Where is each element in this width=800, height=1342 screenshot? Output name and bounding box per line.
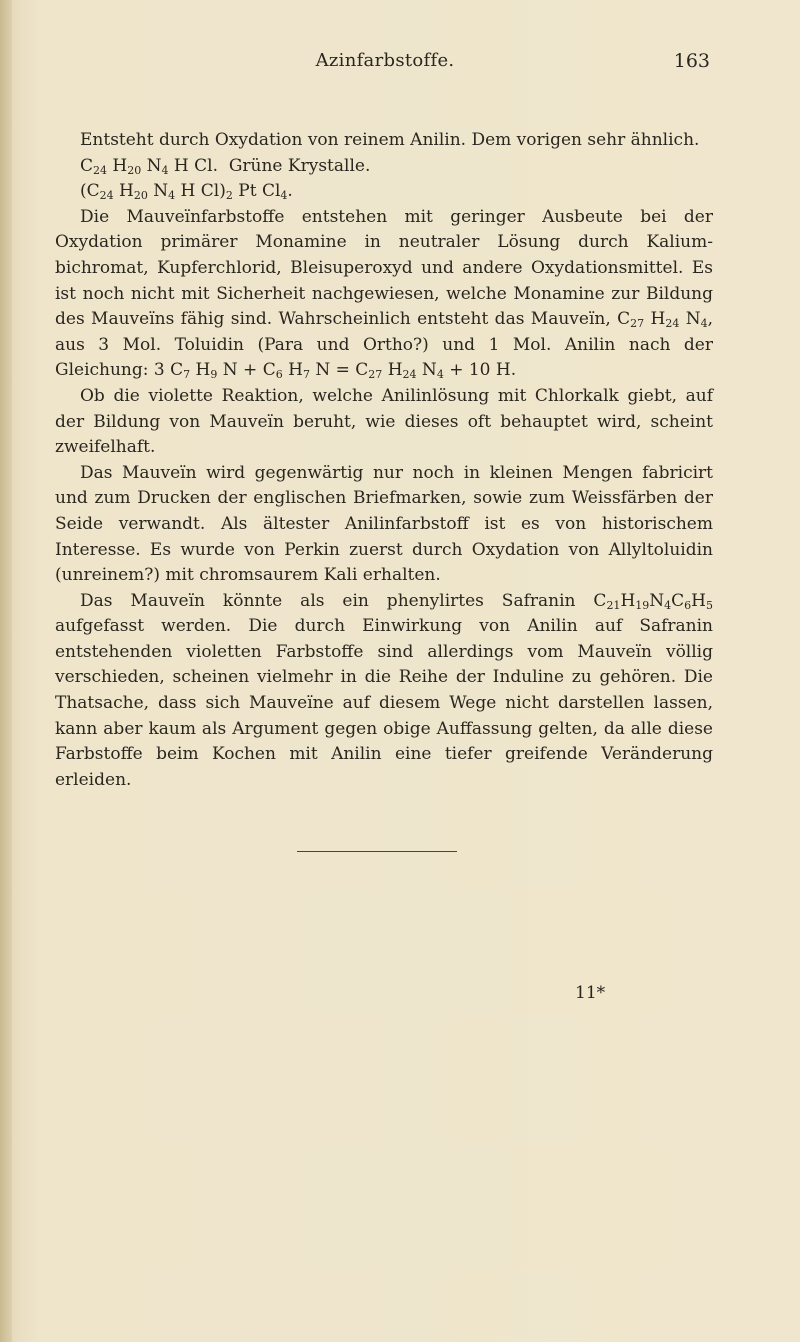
paragraph-history xyxy=(55,461,713,589)
paragraph-intro xyxy=(55,128,713,154)
signature-mark: 11* xyxy=(575,983,606,1003)
paragraph-mauvein-dyes-text-a: Die Mauveïnfarbstoffe entstehen mit geringer Ausbeute bei der Oxydation primärer Monamine in neutraler Lösung durch Kaliumbichromat, Kupferchlorid, Bleisuperoxyd und andere Oxydationsmittel. Es ist noch nicht mit Sicherheit nachgewiesen, welche Monamine zur Bildung des Mauveïns fähig sind. Wahrscheinlich entsteht das Mauveïn, xyxy=(55,206,713,330)
paragraph-intro-text: Entsteht durch Oxydation von reinem Anilin. Dem vorigen sehr ähnlich. xyxy=(80,130,700,150)
paragraph-violet-reaction-text: Ob die violette Reaktion, welche Anilinlösung mit Chlorkalk giebt, auf der Bildung von Mauveïn beruht, wie dieses oft behauptet wird, scheint zweifelhaft. xyxy=(55,385,713,458)
paragraph-history-text: Das Mauveïn wird gegenwärtig nur noch in kleinen Mengen fabricirt und zum Drucken der englischen Briefmarken, sowie zum Weissfärben der Seide verwandt. Als ältester Anilinfarbstoff ist es von historischem Interesse. Es wurde von Perkin zuerst durch Oxydation von Allyltoluidin (unreinem?) mit chromsaurem Kali erhalten. xyxy=(55,462,713,586)
body-text xyxy=(55,128,713,793)
paragraph-safranin: Das Mauveïn könnte als ein phenylirtes Safranin $C_{21}H_{19}N_4C_6H_5$ aufgefasst werden. Die durch Einwirkung von Anilin auf Safranin entstehenden violetten Farbstoffe sind allerdings vom Mauveïn völlig verschieden, scheinen vielmehr in die Reihe der Induline zu gehören. Die Thatsache, dass sich Mauveïne auf diesem Wege nicht darstellen lassen, kann aber kaum als Argument gegen obige Auffassung gelten, da alle diese Farbstoffe beim Kochen mit Anilin eine tiefer greifende Veränderung erleiden. xyxy=(55,590,713,790)
paragraph-safranin-text-b: aufgefasst werden. Die durch Einwirkung von Anilin auf Safranin entstehenden violetten Farbstoffe sind allerdings vom Mauveïn völlig verschieden, scheinen vielmehr in die Reihe der Induline zu gehören. Die Thatsache, dass sich Mauveïne auf diesem Wege nicht darstellen lassen, kann aber kaum als Argument gegen obige Auffassung gelten, da alle diese Farbstoffe beim Kochen mit Anilin eine tiefer greifende Veränderung erleiden. xyxy=(55,616,713,790)
section-divider xyxy=(297,851,457,852)
formula-platinum-salt: ($C_{24}$ $H_{20}$ $N_4$ H $Cl)_2$ Pt $Cl_4$. xyxy=(80,181,293,203)
formula-hydrochloride-note: Grüne Krystalle. xyxy=(228,155,371,176)
running-title: Azinfarbstoffe. xyxy=(315,50,455,71)
paragraph-mauvein-dyes-text-b: , aus 3 Mol. Toluidin (Para und Ortho?) und 1 Mol. Anilin nach der Gleichung: xyxy=(55,309,713,381)
page-spine-shadow xyxy=(0,0,12,1342)
page-header xyxy=(60,50,710,80)
formula-hydrochloride: $C_{24}$ $H_{20}$ $N_4$ H Cl. Grüne Krystalle. xyxy=(80,155,371,177)
page-number: 163 xyxy=(673,50,710,72)
paragraph-safranin-text-a: Das Mauveïn könnte als ein phenylirtes Safranin xyxy=(80,590,576,611)
paragraph-mauvein-dyes: Die Mauveïnfarbstoffe entstehen mit geringer Ausbeute bei der Oxydation primärer Monamine in neutraler Lösung durch Kaliumbichromat, Kupferchlorid, Bleisuperoxyd und andere Oxydationsmittel. Es ist noch nicht mit Sicherheit nachgewiesen, welche Monamine zur Bildung des Mauveïns fähig sind. Wahrscheinlich entsteht das Mauveïn, $C_{27}$ $H_{24}$ $N_4$, aus 3 Mol. Toluidin (Para und Ortho?) und 1 Mol. Anilin nach der Gleichung: 3 $C_7$ $H_9$ $N + C_6$ $H_7$ $N = C_{27}$ $H_{24}$ $N_4 + 10$ H. xyxy=(55,206,713,382)
paragraph-violet-reaction xyxy=(55,384,713,461)
